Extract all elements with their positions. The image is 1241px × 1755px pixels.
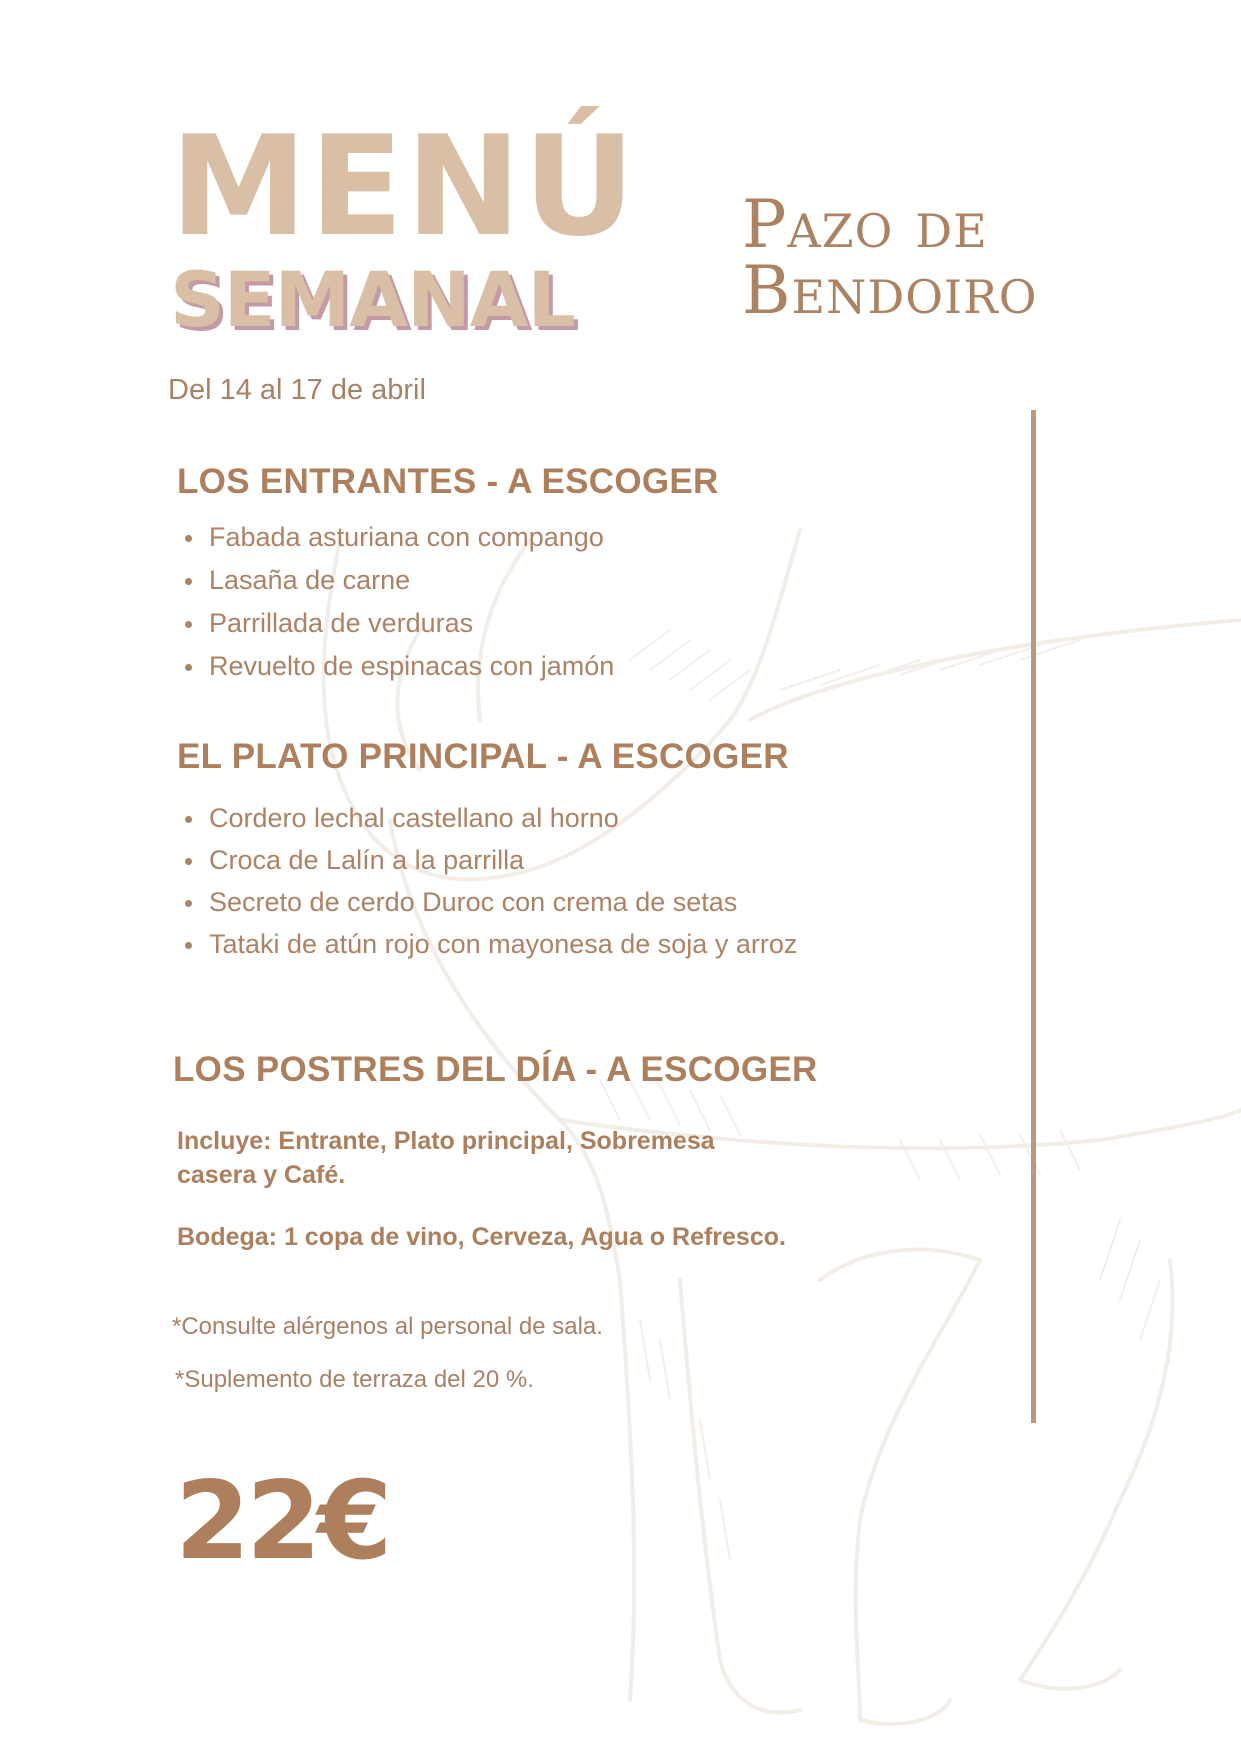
list-item: Croca de Lalín a la parrilla — [177, 839, 797, 881]
list-item: Fabada asturiana con compango — [177, 516, 719, 559]
price: 22€ — [175, 1459, 389, 1584]
includes-line-2: casera y Café. — [177, 1161, 346, 1189]
section-heading: LOS POSTRES DEL DÍA - A ESCOGER — [173, 1050, 818, 1089]
list-item: Lasaña de carne — [177, 559, 719, 602]
restaurant-logo — [742, 186, 1038, 329]
list-item: Revuelto de espinacas con jamón — [177, 645, 719, 688]
allergens-note: *Consulte alérgenos al personal de sala. — [172, 1313, 603, 1340]
menu-subtitle: SEMANAL — [170, 255, 575, 344]
includes-line-1: Incluye: Entrante, Plato principal, Sobremesa — [177, 1127, 715, 1155]
section-heading: EL PLATO PRINCIPAL - A ESCOGER — [177, 737, 789, 776]
list-item: Cordero lechal castellano al horno — [177, 797, 797, 839]
menu-title: MENÚ — [170, 106, 638, 267]
logo-line-2: Bendoiro — [742, 252, 1038, 329]
section-heading: LOS ENTRANTES - A ESCOGER — [177, 462, 719, 501]
section-main-course — [177, 737, 797, 965]
main-course-list — [177, 797, 797, 965]
list-item: Secreto de cerdo Duroc con crema de setas — [177, 881, 797, 923]
starters-list — [177, 516, 719, 688]
drinks-text: Bodega: 1 copa de vino, Cerveza, Agua o Refresco. — [177, 1223, 786, 1251]
section-starters — [177, 462, 719, 688]
vertical-divider — [1031, 410, 1036, 1423]
logo-line-1: Pazo de — [742, 186, 988, 263]
list-item: Tataki de atún rojo con mayonesa de soja y arroz — [177, 923, 797, 965]
section-desserts — [173, 1050, 818, 1090]
list-item: Parrillada de verduras — [177, 602, 719, 645]
includes-text — [177, 1124, 715, 1192]
terrace-note: *Suplemento de terraza del 20 %. — [175, 1366, 534, 1393]
date-range: Del 14 al 17 de abril — [168, 374, 426, 406]
